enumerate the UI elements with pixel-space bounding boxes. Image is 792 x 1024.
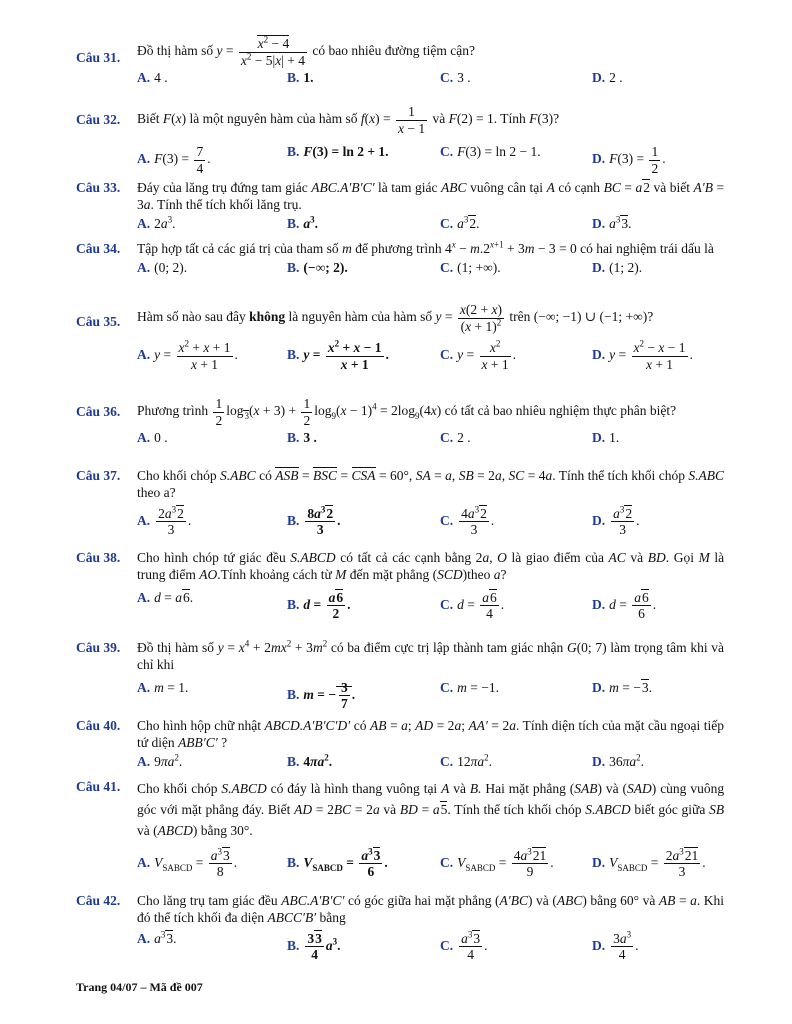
option-a[interactable]: A. F(3) = $\frac{7}{4}$ . xyxy=(137,144,211,176)
option-c[interactable]: C. $V_{SABCD}$ = $\frac{4a^321}{9}$ . xyxy=(440,846,554,880)
question-31 xyxy=(76,36,724,90)
option-d[interactable]: D. $\frac{a^32}{3}$ . xyxy=(592,504,640,538)
page-footer: Trang 04/07 – Mã đề 007 xyxy=(76,980,203,994)
option-a[interactable]: A. y = $\frac{x^2 + x + 1}{x + 1}$ . xyxy=(137,338,238,372)
option-a[interactable]: A. 4 . xyxy=(137,70,168,86)
question-stem: Đồ thị hàm số $y = x^4 + 2mx^2 + 3m^2$ có ba điểm cực trị lập thành tam giác nhận G(0; 7) làm trọng tâm khi và chỉ khi xyxy=(137,638,724,672)
answer-options xyxy=(137,216,724,236)
option-b[interactable]: B. 1. xyxy=(287,70,314,86)
question-label: Câu 38. xyxy=(76,550,121,565)
question-40 xyxy=(76,718,724,774)
option-c[interactable]: C. $a^32$. xyxy=(440,214,480,231)
option-d[interactable]: D. $V_{SABCD}$ = $\frac{2a^321}{3}$ . xyxy=(592,846,706,880)
option-d[interactable]: D. d = $\frac{a6}{6}$ . xyxy=(592,589,657,622)
option-c[interactable]: C. $\frac{a^33}{4}$ . xyxy=(440,929,488,963)
answer-options xyxy=(137,430,724,450)
option-b[interactable]: B. m = − $\frac{3}{7}$ . xyxy=(287,679,356,712)
question-label: Câu 39. xyxy=(76,640,121,655)
question-label: Câu 36. xyxy=(76,404,121,419)
option-d[interactable]: D. $a^33$. xyxy=(592,214,632,231)
option-b[interactable]: B. $\frac{8a^32}{3}$ . xyxy=(287,504,341,538)
option-a[interactable]: A. $V_{SABCD}$ = $\frac{a^33}{8}$ . xyxy=(137,846,238,880)
option-d[interactable]: D. y = $\frac{x^2 - x - 1}{x + 1}$ . xyxy=(592,338,693,372)
question-37 xyxy=(76,468,724,540)
question-42 xyxy=(76,893,724,965)
question-label: Câu 41. xyxy=(76,779,121,794)
option-c[interactable]: C. 3 . xyxy=(440,70,471,86)
option-b[interactable]: B. d = $\frac{a6}{2}$ . xyxy=(287,589,351,622)
question-stem: Đáy của lăng trụ đứng tam giác ABC.A′B′C′ là tam giác ABC vuông cân tại A có cạnh BC = a2 và biết A′B = 3a. Tính thể tích khối lăng trụ. xyxy=(137,180,725,212)
option-a[interactable]: A. (0; 2). xyxy=(137,259,188,275)
option-c[interactable]: C. 2 . xyxy=(440,430,471,446)
answer-options xyxy=(137,340,724,372)
option-c[interactable]: C. m = −1. xyxy=(440,679,499,695)
option-d[interactable]: D. $\frac{3a^3}{4}$ . xyxy=(592,929,639,963)
answer-options xyxy=(137,590,724,624)
option-b[interactable]: B. y = $\frac{x^2 + x - 1}{x + 1}$ . xyxy=(287,338,389,372)
question-label: Câu 33. xyxy=(76,180,121,195)
option-d[interactable]: D. F(3) = $\frac{1}{2}$ . xyxy=(592,144,666,176)
question-stem: Đồ thị hàm số y = $\frac{x^2 - 4}{x^2 - 5|x| + 4}$ có bao nhiêu đường tiệm cận? xyxy=(137,34,475,68)
question-label: Câu 42. xyxy=(76,893,121,908)
question-label: Câu 31. xyxy=(76,50,121,65)
answer-options xyxy=(137,848,724,882)
option-a[interactable]: A. m = 1. xyxy=(137,679,189,695)
question-41 xyxy=(76,779,724,882)
question-39 xyxy=(76,640,724,714)
option-b[interactable]: B. $\frac{33}{4}$ $a^3$. xyxy=(287,930,341,963)
answer-options xyxy=(137,70,724,90)
answer-options xyxy=(137,680,724,714)
question-label: Câu 34. xyxy=(76,241,121,256)
option-b[interactable]: B. $a^3$. xyxy=(287,214,319,231)
question-33 xyxy=(76,180,724,236)
option-c[interactable]: C. (1; +∞). xyxy=(440,259,501,275)
option-d[interactable]: D. m = −3. xyxy=(592,679,652,695)
option-a[interactable]: A. $2a^3$. xyxy=(137,214,176,231)
answer-options xyxy=(137,144,724,176)
option-a[interactable]: A. $a^33$. xyxy=(137,929,177,946)
answer-options xyxy=(137,260,724,280)
option-b[interactable]: B. (−∞; 2). xyxy=(287,259,348,275)
answer-options xyxy=(137,506,724,540)
option-b[interactable]: B. 3 . xyxy=(287,430,317,446)
option-c[interactable]: C. $12\pi a^2$. xyxy=(440,752,493,769)
option-d[interactable]: D. (1; 2). xyxy=(592,259,643,275)
question-label: Câu 32. xyxy=(76,112,121,127)
answer-options xyxy=(137,931,724,965)
question-stem: Cho hình chóp tứ giác đều S.ABCD có tất cả các cạnh bằng 2a, O là giao điểm của AC và BD. Gọi M là trung điểm AO.Tính khoảng cách từ M đến mặt phẳng (SCD)theo a? xyxy=(137,550,725,582)
option-b[interactable]: B. $4\pi a^2$. xyxy=(287,752,333,769)
question-stem: Tập hợp tất cả các giá trị của tham số m để phương trình $4^x - m.2^{x+1} + 3m - 3 = 0$ có hai nghiệm trái dấu là xyxy=(137,239,714,256)
option-c[interactable]: C. y = $\frac{x^2}{x + 1}$ . xyxy=(440,338,516,372)
question-stem: Cho khối chóp S.ABC có ASB = BSC = CSA = 60°, SA = a, SB = 2a, SC = 4a. Tính thể tích khối chóp S.ABC theo a? xyxy=(137,468,725,500)
option-c[interactable]: C. d = $\frac{a6}{4}$ . xyxy=(440,589,505,622)
option-d[interactable]: D. $36\pi a^2$. xyxy=(592,752,645,769)
option-a[interactable]: A. 0 . xyxy=(137,430,168,446)
answer-options xyxy=(137,754,724,774)
option-b[interactable]: B. F(3) = ln 2 + 1. xyxy=(287,144,389,160)
question-38 xyxy=(76,550,724,624)
question-label: Câu 40. xyxy=(76,718,121,733)
option-d[interactable]: D. 2 . xyxy=(592,70,623,86)
question-stem: Cho hình hộp chữ nhật ABCD.A′B′C′D′ có AB = a; AD = 2a; AA′ = 2a. Tính diện tích của mặt cầu ngoại tiếp tứ diện ABB′C′ ? xyxy=(137,718,725,750)
question-stem: Biết F(x) là một nguyên hàm của hàm số f(x) = $\frac{1}{x - 1}$ và F(2) = 1. Tính F(3)? xyxy=(137,104,560,136)
option-a[interactable]: A. $9\pi a^2$. xyxy=(137,752,183,769)
option-c[interactable]: C. F(3) = ln 2 − 1. xyxy=(440,144,541,160)
question-32 xyxy=(76,104,724,176)
question-stem: Cho khối chóp S.ABCD có đáy là hình thang vuông tại A và B. Hai mặt phẳng (SAB) và (SAD) cùng vuông góc với mặt phẳng đáy. Biết AD = 2BC = 2a và BD = a5. Tính thể tích khối chóp S.ABCD biết góc giữa SB và (ABCD) bằng 30°. xyxy=(137,781,725,838)
option-d[interactable]: D. 1. xyxy=(592,430,620,446)
option-b[interactable]: B. $V_{SABCD}$ = $\frac{a^33}{6}$ . xyxy=(287,846,388,880)
question-stem: Phương trình $\frac{1}{2}$ $\log_3(x + 3)$ + $\frac{1}{2}$ $\log_9(x - 1)^4 = 2\log_9(4x)$ có tất cả bao nhiêu nghiệm thực phân biệt? xyxy=(137,396,677,428)
question-label: Câu 35. xyxy=(76,314,121,329)
question-34 xyxy=(76,241,724,280)
option-a[interactable]: A. d = a6. xyxy=(137,589,194,605)
question-stem: Hàm số nào sau đây không là nguyên hàm của hàm số y = $\frac{x(2 + x)}{(x + 1)^2}$ trên (−∞; −1) ∪ (−1; +∞)? xyxy=(137,302,654,334)
option-a[interactable]: A. $\frac{2a^32}{3}$ . xyxy=(137,504,192,538)
question-label: Câu 37. xyxy=(76,468,121,483)
option-c[interactable]: C. $\frac{4a^32}{3}$ . xyxy=(440,504,495,538)
question-35 xyxy=(76,302,724,372)
question-36 xyxy=(76,396,724,450)
question-stem: Cho lăng trụ tam giác đều ABC.A′B′C′ có góc giữa hai mặt phẳng (A′BC) và (ABC) bằng 60° và AB = a. Khi đó thể tích khối đa diện ABCC′B′ bằng xyxy=(137,893,725,925)
